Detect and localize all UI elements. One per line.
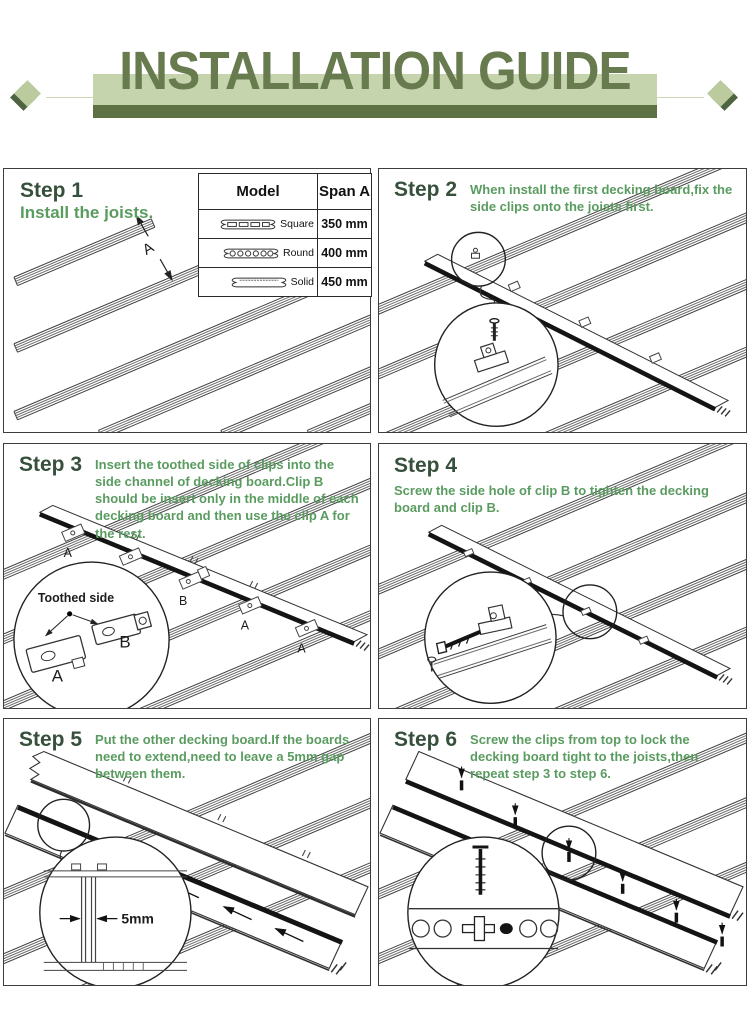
step-6-description: Screw the clips from top to lock the decking board tight to the joists,then repeat step 3 to step 6. bbox=[470, 732, 699, 782]
step-3-label: Step 3 bbox=[19, 453, 83, 476]
step-5-label: Step 5 bbox=[19, 728, 83, 751]
clip-a-closeup-label: A bbox=[51, 666, 64, 686]
magnifier-detail bbox=[14, 562, 169, 708]
step-5-panel bbox=[3, 718, 371, 986]
span-value: 350 mm bbox=[318, 210, 372, 239]
round-profile-icon bbox=[222, 247, 280, 260]
step-2-description: When install the first decking board,fix the side clips onto the joists first. bbox=[470, 182, 733, 215]
step-6-label: Step 6 bbox=[394, 728, 458, 751]
magnifier-detail bbox=[425, 572, 556, 703]
right-diamond-icon bbox=[710, 84, 736, 110]
step-1-panel bbox=[3, 168, 371, 433]
square-profile-icon bbox=[219, 218, 277, 231]
table-row-round bbox=[199, 239, 372, 268]
page-title: INSTALLATION GUIDE bbox=[119, 41, 631, 101]
dimension-a-label: A bbox=[140, 239, 157, 259]
step-2-panel bbox=[378, 168, 747, 433]
magnifier-detail bbox=[408, 837, 559, 985]
span-table-header-span: Span A bbox=[318, 174, 372, 210]
solid-profile-icon bbox=[230, 276, 288, 289]
step-6-panel bbox=[378, 718, 747, 986]
span-table-header-model: Model bbox=[199, 174, 318, 210]
title-banner-underline bbox=[93, 105, 657, 118]
step-5-description: Put the other decking board.If the boards need to extend,need to leave a 5mm gap between them. bbox=[95, 732, 350, 782]
header bbox=[0, 0, 750, 160]
step-4-description: Screw the side hole of clip B to tighten the decking board and clip B. bbox=[394, 483, 709, 516]
step-1-label: Step 1 bbox=[20, 179, 84, 202]
clip-a-label: A bbox=[297, 641, 306, 656]
clip-a-label: A bbox=[63, 546, 72, 561]
span-value: 450 mm bbox=[318, 268, 372, 297]
step-3-description: Insert the toothed side of clips into the side channel of decking board.Clip B should be insert only in the middle of each decking board and then use the clip A for the rest. bbox=[95, 457, 359, 541]
clip-b-closeup-label: B bbox=[119, 632, 131, 652]
table-row-square bbox=[199, 210, 372, 239]
side-clip bbox=[471, 248, 479, 258]
step-1-description: Install the joists. bbox=[20, 203, 154, 223]
right-rule bbox=[657, 97, 704, 98]
model-name: Square bbox=[280, 218, 314, 230]
model-name: Solid bbox=[290, 276, 314, 288]
gap-dimension-label: 5mm bbox=[121, 910, 154, 927]
magnifier-detail bbox=[435, 303, 558, 426]
clip-a-label: A bbox=[240, 618, 250, 633]
step-3-panel bbox=[3, 443, 371, 709]
clip-b-label: B bbox=[179, 593, 188, 608]
span-value: 400 mm bbox=[318, 239, 372, 268]
magnifier-detail bbox=[40, 837, 191, 985]
toothed-side-label: Toothed side bbox=[37, 590, 115, 605]
model-name: Round bbox=[283, 247, 314, 259]
step-2-label: Step 2 bbox=[394, 178, 458, 201]
step-4-label: Step 4 bbox=[394, 454, 458, 477]
span-table bbox=[198, 173, 372, 297]
step-4-panel bbox=[378, 443, 747, 709]
table-row-solid bbox=[199, 268, 372, 297]
